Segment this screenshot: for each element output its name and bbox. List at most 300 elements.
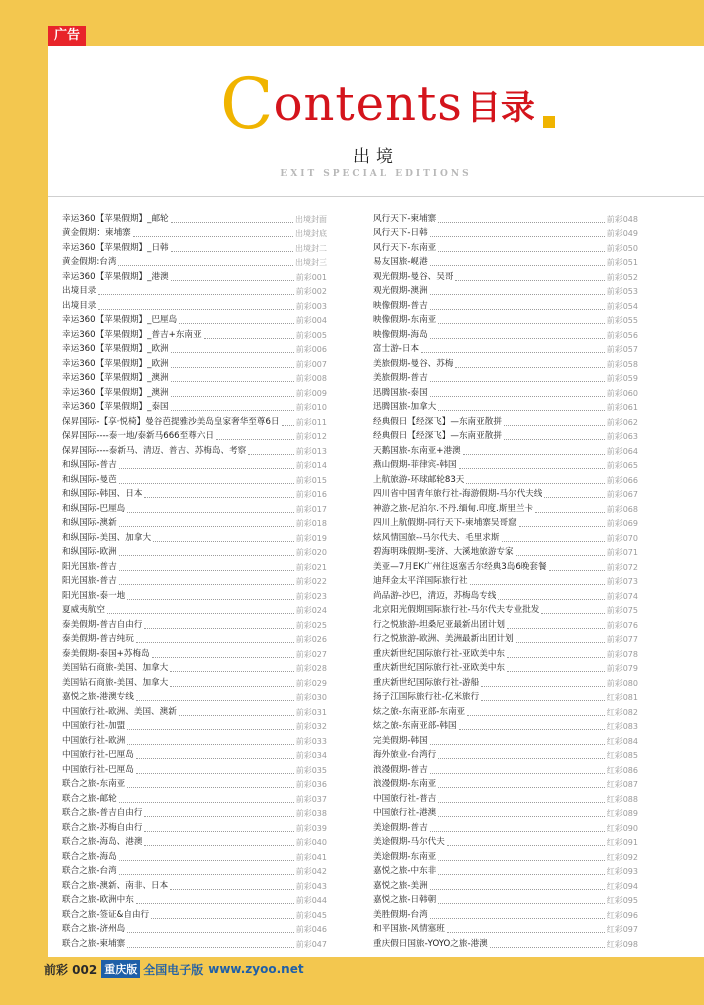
dot-leader <box>144 845 293 846</box>
dot-leader <box>438 787 604 788</box>
toc-entry-page: 前彩010 <box>295 403 327 412</box>
toc-entry[interactable] <box>62 617 327 632</box>
toc-entry-page: 前彩009 <box>295 388 327 398</box>
toc-entry[interactable] <box>62 661 327 676</box>
dot-leader <box>498 599 604 600</box>
toc-entry-page: 前彩043 <box>295 881 327 891</box>
toc-entry[interactable] <box>62 371 327 386</box>
toc-entry[interactable] <box>373 371 638 386</box>
toc-entry-page: 前彩005 <box>295 330 327 340</box>
toc-entry-title: 行之悦旅游-坦桑尼亚最新出团计划 <box>373 619 506 630</box>
toc-entry-title: 美旅假期-普吉 <box>373 373 428 383</box>
toc-entry[interactable] <box>373 719 638 734</box>
dot-leader <box>463 454 605 455</box>
toc-entry[interactable] <box>373 820 638 835</box>
toc-entry[interactable] <box>373 429 638 444</box>
toc-entry[interactable] <box>62 849 327 864</box>
toc-entry-page: 前彩060 <box>606 388 638 398</box>
dot-leader <box>119 860 294 861</box>
toc-entry[interactable] <box>62 458 327 473</box>
dot-leader <box>248 454 293 455</box>
dot-leader <box>127 744 293 745</box>
dot-leader <box>98 309 293 310</box>
toc-entry-page: 前彩066 <box>606 475 638 485</box>
toc-entry[interactable] <box>62 298 327 313</box>
toc-entry[interactable] <box>62 284 327 299</box>
dot-leader <box>516 555 605 556</box>
toc-entry[interactable] <box>373 269 638 284</box>
toc-entry-title: 中国旅行社-港澳 <box>373 808 437 818</box>
toc-entry[interactable] <box>62 907 327 922</box>
toc-entry[interactable] <box>373 342 638 357</box>
toc-entry[interactable] <box>62 574 327 589</box>
toc-entry-page: 前彩006 <box>295 345 327 354</box>
toc-entry-title: 保昇国际-【享·悦椅】曼谷芭提雅沙美岛皇家奢华至尊6日 <box>62 416 280 427</box>
toc-entry[interactable] <box>62 646 327 661</box>
toc-entry[interactable] <box>373 313 638 328</box>
dot-leader <box>438 816 604 817</box>
toc-entry-title: 幸运360【苹果假期】_欧洲 <box>62 344 169 354</box>
toc-entry-page: 前彩027 <box>295 649 327 659</box>
toc-entry-page: 前彩014 <box>295 461 327 470</box>
dot-leader <box>507 657 605 658</box>
toc-entry-page: 前彩077 <box>606 635 638 644</box>
toc-entry-page: 前彩003 <box>295 301 327 311</box>
toc-entry-page: 前彩033 <box>295 736 327 746</box>
toc-entry-page: 红彩094 <box>606 881 638 891</box>
toc-entry-page: 前彩022 <box>295 577 327 586</box>
title-dot-decoration <box>543 116 555 128</box>
toc-entry[interactable] <box>62 356 327 371</box>
toc-entry-page: 红彩081 <box>606 693 638 702</box>
dot-leader <box>119 570 294 571</box>
toc-entry[interactable] <box>62 429 327 444</box>
dot-leader <box>133 236 293 237</box>
toc-entry-page: 前彩028 <box>295 664 327 673</box>
toc-entry-page: 前彩064 <box>606 446 638 456</box>
toc-entry[interactable] <box>373 298 638 313</box>
toc-entry-title: 浪漫假期-东南亚 <box>373 779 437 789</box>
toc-entry[interactable] <box>62 443 327 458</box>
toc-entry-title: 联合之旅-东南亚 <box>62 779 126 789</box>
dot-leader <box>455 280 604 281</box>
dot-leader <box>282 425 294 426</box>
toc-entry[interactable] <box>373 487 638 502</box>
toc-entry[interactable] <box>62 893 327 908</box>
edition-text: 全国电子版 <box>143 962 204 977</box>
footer <box>44 960 304 978</box>
title-word: ontents <box>273 76 463 132</box>
dot-leader <box>459 468 605 469</box>
toc-entry-page: 红彩096 <box>606 910 638 920</box>
toc-entry-page: 前彩041 <box>295 852 327 862</box>
toc-entry[interactable] <box>373 588 638 603</box>
toc-entry[interactable] <box>373 646 638 661</box>
toc-entry-title: 富士游-日本 <box>373 344 420 354</box>
toc-entry-title: 美胜假期-台湾 <box>373 909 428 920</box>
toc-entry[interactable] <box>62 704 327 719</box>
dot-leader <box>136 773 294 774</box>
toc-entry-title: 经典假日【经深飞】—东南亚散拼 <box>373 416 502 427</box>
toc-entry-title: 联合之旅-普吉自由行 <box>62 808 143 818</box>
toc-entry[interactable] <box>62 690 327 705</box>
toc-entry-title: 联合之旅-邮轮 <box>62 793 117 804</box>
toc-entry-title: 联合之旅-柬埔寨 <box>62 938 126 949</box>
toc-entry-page: 红彩084 <box>606 736 638 746</box>
toc-entry[interactable] <box>373 530 638 545</box>
toc-entry[interactable] <box>62 603 327 618</box>
dot-leader <box>144 831 293 832</box>
toc-entry-title: 幸运360【苹果假期】_普吉+东南亚 <box>62 329 202 340</box>
toc-entry-page: 前彩053 <box>606 287 638 296</box>
toc-entry[interactable] <box>373 501 638 516</box>
toc-entry[interactable] <box>62 501 327 516</box>
toc-entry[interactable] <box>373 356 638 371</box>
toc-entry-title: 尚品游-沙巴，清迈，苏梅岛专线 <box>373 590 497 601</box>
dot-leader <box>430 744 605 745</box>
toc-entry-page: 前彩076 <box>606 620 638 630</box>
toc-entry[interactable] <box>62 530 327 545</box>
toc-entry-title: 风行天下-日韩 <box>373 228 428 238</box>
toc-entry[interactable] <box>373 864 638 879</box>
toc-entry[interactable] <box>373 632 638 647</box>
toc-entry-page: 前彩070 <box>606 533 638 543</box>
title-block <box>48 54 704 194</box>
dot-leader <box>127 512 293 513</box>
toc-entry-title: 出境目录 <box>62 286 97 296</box>
toc-entry-title: 联合之旅-签证&自由行 <box>62 909 150 920</box>
dot-leader <box>153 541 294 542</box>
toc-entry-page: 前彩057 <box>606 345 638 354</box>
toc-entry[interactable] <box>62 762 327 777</box>
toc-entry-page: 前彩026 <box>295 635 327 644</box>
toc-entry[interactable] <box>373 806 638 821</box>
dot-leader <box>507 671 605 672</box>
toc-entry-page: 前彩073 <box>606 577 638 586</box>
dot-leader <box>430 773 605 774</box>
toc-entry-page: 前彩007 <box>295 359 327 369</box>
toc-entry-page: 前彩062 <box>606 417 638 427</box>
toc-entry-page: 红彩089 <box>606 809 638 818</box>
dot-leader <box>171 222 293 223</box>
dot-leader <box>127 787 293 788</box>
toc-entry-page: 前彩015 <box>295 475 327 485</box>
toc-entry-page: 红彩098 <box>606 939 638 949</box>
toc-entry[interactable] <box>62 835 327 850</box>
toc-entry-title: 黄金假期：柬埔寨 <box>62 228 131 238</box>
toc-entry[interactable] <box>62 777 327 792</box>
dot-leader <box>171 352 294 353</box>
dot-leader <box>467 715 605 716</box>
toc-entry[interactable] <box>373 414 638 429</box>
dot-leader <box>470 584 605 585</box>
dot-leader <box>171 381 294 382</box>
toc-entry-page: 前彩038 <box>295 809 327 818</box>
toc-entry-page: 前彩029 <box>295 678 327 688</box>
toc-entry-title: 嘉悦之旅-日韩朝 <box>373 895 437 905</box>
toc-entry-title: 保昇国际----泰一地/泰新马666至尊六日 <box>62 431 215 441</box>
toc-entry[interactable] <box>62 226 327 241</box>
toc-entry-title: 和纵国际-澳新 <box>62 518 117 528</box>
toc-entry[interactable] <box>373 849 638 864</box>
toc-entry[interactable] <box>373 211 638 226</box>
toc-entry-title: 迪拜金太平洋国际旅行社 <box>373 576 468 586</box>
toc-entry-page: 前彩063 <box>606 432 638 441</box>
contents-page <box>48 46 704 957</box>
toc-entry[interactable] <box>373 893 638 908</box>
toc-entry-page: 前彩036 <box>295 780 327 789</box>
toc-entry[interactable] <box>373 255 638 270</box>
toc-entry-title: 美途假期-马尔代夫 <box>373 837 445 847</box>
toc-entry[interactable] <box>62 472 327 487</box>
dot-leader <box>549 570 605 571</box>
toc-entry-page: 前彩021 <box>295 562 327 572</box>
toc-entry-title: 和纵国际-巴厘岛 <box>62 503 126 514</box>
divider <box>48 196 704 197</box>
toc-column-right <box>373 211 638 951</box>
toc-entry-title: 联合之旅-苏梅自由行 <box>62 822 143 833</box>
toc-entry-title: 中国旅行社-巴厘岛 <box>62 750 134 760</box>
toc-entry-page: 前彩016 <box>295 490 327 499</box>
toc-entry[interactable] <box>373 574 638 589</box>
toc-entry-page: 红彩093 <box>606 867 638 876</box>
toc-entry[interactable] <box>62 748 327 763</box>
dot-leader <box>438 874 604 875</box>
toc-entry[interactable] <box>373 690 638 705</box>
toc-entry-page: 前彩068 <box>606 504 638 514</box>
dot-leader <box>171 410 294 411</box>
toc-entry[interactable] <box>62 559 327 574</box>
dot-leader <box>430 831 605 832</box>
toc-entry-title: 神游之旅-尼泊尔.不丹.缅甸.印度.斯里兰卡 <box>373 503 534 514</box>
toc-entry[interactable] <box>62 240 327 255</box>
toc-entry-title: 美国钻石商旅-美国、加拿大 <box>62 663 169 673</box>
edition-badge: 重庆版 <box>101 960 140 978</box>
toc-entry[interactable] <box>373 907 638 922</box>
toc-entry-page: 前彩058 <box>606 359 638 369</box>
toc-entry[interactable] <box>62 588 327 603</box>
toc-entry[interactable] <box>373 762 638 777</box>
toc-entry[interactable] <box>373 400 638 415</box>
title-chinese: 目录 <box>466 88 535 128</box>
toc-entry-title: 浪漫假期-普吉 <box>373 764 428 775</box>
toc-entry[interactable] <box>373 458 638 473</box>
toc-entry[interactable] <box>62 342 327 357</box>
dot-leader <box>504 425 605 426</box>
toc-entry-page: 前彩052 <box>606 272 638 282</box>
toc-entry-page: 前彩001 <box>295 272 327 282</box>
dot-leader <box>171 367 294 368</box>
dot-leader <box>144 628 293 629</box>
toc-entry[interactable] <box>62 733 327 748</box>
toc-entry-title: 行之悦旅游-欧洲、美洲最新出团计划 <box>373 634 514 644</box>
toc-entry-page: 出境封面 <box>295 214 327 224</box>
toc-entry-page: 红彩091 <box>606 838 638 847</box>
toc-entry[interactable] <box>62 791 327 806</box>
toc-entry[interactable] <box>373 878 638 893</box>
dot-leader <box>127 932 293 933</box>
toc-entry[interactable] <box>62 806 327 821</box>
toc-entry[interactable] <box>373 240 638 255</box>
toc-entry[interactable] <box>373 936 638 951</box>
toc-entry[interactable] <box>62 211 327 226</box>
toc-entry-title: 嘉悦之旅-港澳专线 <box>62 692 134 702</box>
toc-entry-title: 北京阳光假期国际旅行社-马尔代夫专业批发 <box>373 605 540 615</box>
toc-entry[interactable] <box>62 922 327 937</box>
toc-entry-title: 联合之旅-澳新、南非、日本 <box>62 880 169 891</box>
toc-entry[interactable] <box>62 255 327 270</box>
toc-entry[interactable] <box>373 922 638 937</box>
toc-entry-title: 美亚—7月EK广州往返塞舌尔经典3岛6晚套餐 <box>373 561 547 572</box>
toc-entry-page: 前彩034 <box>295 751 327 760</box>
toc-entry-title: 碧海明珠假期-斐济、大溪地旅游专家 <box>373 547 514 557</box>
dot-leader <box>447 845 605 846</box>
toc-entry[interactable] <box>373 704 638 719</box>
toc-entry[interactable] <box>373 545 638 560</box>
toc-entry-title: 幸运360【苹果假期】_日韩 <box>62 242 169 253</box>
website-link[interactable]: www.zyoo.net <box>208 962 304 976</box>
toc-entry[interactable] <box>62 719 327 734</box>
toc-entry-page: 前彩046 <box>295 925 327 934</box>
toc-entry[interactable] <box>62 516 327 531</box>
toc-entry[interactable] <box>373 748 638 763</box>
dot-leader <box>438 758 604 759</box>
toc-entry[interactable] <box>62 632 327 647</box>
toc-entry[interactable] <box>62 487 327 502</box>
toc-entry-page: 出境封底 <box>295 229 327 238</box>
toc-entry-title: 和纵国际-欧洲 <box>62 547 117 557</box>
toc-entry-title: 迅腾国旅-泰国 <box>373 387 428 398</box>
toc-entry-title: 幸运360【苹果假期】_澳洲 <box>62 387 169 398</box>
dot-leader <box>438 251 604 252</box>
toc-entry-title: 阳光国旅-普吉 <box>62 576 117 586</box>
toc-entry[interactable] <box>62 878 327 893</box>
toc-entry-page: 前彩061 <box>606 403 638 412</box>
toc-entry[interactable] <box>373 617 638 632</box>
toc-entry-title: 中国旅行社-加盟 <box>62 721 126 731</box>
dot-leader <box>136 642 294 643</box>
dot-leader <box>438 410 604 411</box>
toc-entry[interactable] <box>373 661 638 676</box>
toc-entry-page: 前彩025 <box>295 620 327 630</box>
toc-entry-title: 映像假期-东南亚 <box>373 315 437 325</box>
toc-entry-title: 重庆新世纪国际旅行社-亚欧美中东 <box>373 663 506 673</box>
toc-entry[interactable] <box>373 835 638 850</box>
dot-leader <box>204 338 294 339</box>
toc-entry-page: 前彩045 <box>295 910 327 920</box>
toc-entry[interactable] <box>373 516 638 531</box>
dot-leader <box>119 802 294 803</box>
dot-leader <box>481 686 604 687</box>
toc-entry-page: 前彩012 <box>295 432 327 441</box>
toc-entry-title: 和平国旅-风情塞班 <box>373 924 445 934</box>
toc-entry-page: 前彩039 <box>295 823 327 833</box>
toc-entry-title: 幸运360【苹果假期】_澳洲 <box>62 373 169 383</box>
toc-entry[interactable] <box>373 284 638 299</box>
dot-leader <box>171 251 293 252</box>
toc-entry[interactable] <box>62 385 327 400</box>
toc-entry[interactable] <box>62 864 327 879</box>
toc-entry-title: 重庆新世纪国际旅行社-游船 <box>373 677 480 688</box>
toc-entry-title: 四川省中国青年旅行社-海游假期-马尔代夫线 <box>373 489 543 499</box>
toc-entry-title: 映像假期-普吉 <box>373 300 428 311</box>
toc-entry-title: 重庆新世纪国际旅行社-亚欧美中东 <box>373 648 506 659</box>
toc-entry[interactable] <box>373 777 638 792</box>
toc-entry[interactable] <box>62 675 327 690</box>
toc-entry-title: 海外旅业-台湾行 <box>373 750 437 760</box>
toc-entry[interactable] <box>373 226 638 241</box>
dot-leader <box>171 280 294 281</box>
toc-entry-page: 前彩050 <box>606 243 638 253</box>
dot-leader <box>466 483 604 484</box>
dot-leader <box>119 874 294 875</box>
toc-entry[interactable] <box>373 443 638 458</box>
toc-entry-title: 泰美假期-普吉自由行 <box>62 619 143 630</box>
toc-entry-title: 幸运360【苹果假期】_巴厘岛 <box>62 315 178 325</box>
toc-entry[interactable] <box>373 472 638 487</box>
toc-entry-page: 前彩040 <box>295 838 327 847</box>
toc-entry-page: 前彩074 <box>606 591 638 601</box>
dot-leader <box>430 889 605 890</box>
toc-entry[interactable] <box>62 269 327 284</box>
dot-leader <box>504 439 605 440</box>
toc-entry-page: 红彩090 <box>606 823 638 833</box>
toc-entry-title: 泰美假期-普吉纯玩 <box>62 634 134 644</box>
toc-entry[interactable] <box>373 559 638 574</box>
toc-entry-page: 出境封三 <box>295 258 327 267</box>
toc-column-left <box>62 211 327 951</box>
toc-entry-title: 炫风情国旅--马尔代夫、毛里求斯 <box>373 532 500 543</box>
ad-label: 广告 <box>48 26 86 46</box>
footer-page-number: 前彩 002 <box>44 962 98 977</box>
toc-entry-page: 前彩059 <box>606 374 638 383</box>
dot-leader <box>127 599 293 600</box>
dot-leader <box>507 628 605 629</box>
toc-entry[interactable] <box>373 385 638 400</box>
toc-entry-page: 前彩008 <box>295 374 327 383</box>
toc-entry[interactable] <box>373 791 638 806</box>
toc-entry-page: 红彩095 <box>606 896 638 905</box>
toc-entry[interactable] <box>373 327 638 342</box>
toc-entry[interactable] <box>373 733 638 748</box>
dot-leader <box>152 657 294 658</box>
dot-leader <box>541 613 604 614</box>
toc-entry-page: 前彩018 <box>295 519 327 528</box>
toc-entry-title: 易友国旅-岘港 <box>373 257 428 267</box>
toc-entry[interactable] <box>373 603 638 618</box>
toc-entry[interactable] <box>373 675 638 690</box>
toc-entry-page: 前彩030 <box>295 693 327 702</box>
toc-entry[interactable] <box>62 400 327 415</box>
dot-leader <box>519 526 605 527</box>
toc-entry-page: 前彩023 <box>295 591 327 601</box>
toc-entry-page: 红彩087 <box>606 780 638 789</box>
toc-entry-title: 上航旅游-环球邮轮83天 <box>373 474 465 485</box>
toc-entry[interactable] <box>62 327 327 342</box>
dot-leader <box>144 497 293 498</box>
toc-entry[interactable] <box>62 414 327 429</box>
toc-entry-page: 前彩056 <box>606 330 638 340</box>
toc-entry[interactable] <box>62 313 327 328</box>
dot-leader <box>481 700 604 701</box>
toc-entry-title: 美途假期-东南亚 <box>373 851 437 862</box>
dot-leader <box>447 932 605 933</box>
toc-entry-title: 幸运360【苹果假期】_泰国 <box>62 402 169 412</box>
toc-entry[interactable] <box>62 820 327 835</box>
toc-entry[interactable] <box>62 545 327 560</box>
toc-entry-title: 泰美假期-泰国+苏梅岛 <box>62 648 150 659</box>
toc-entry[interactable] <box>62 936 327 951</box>
